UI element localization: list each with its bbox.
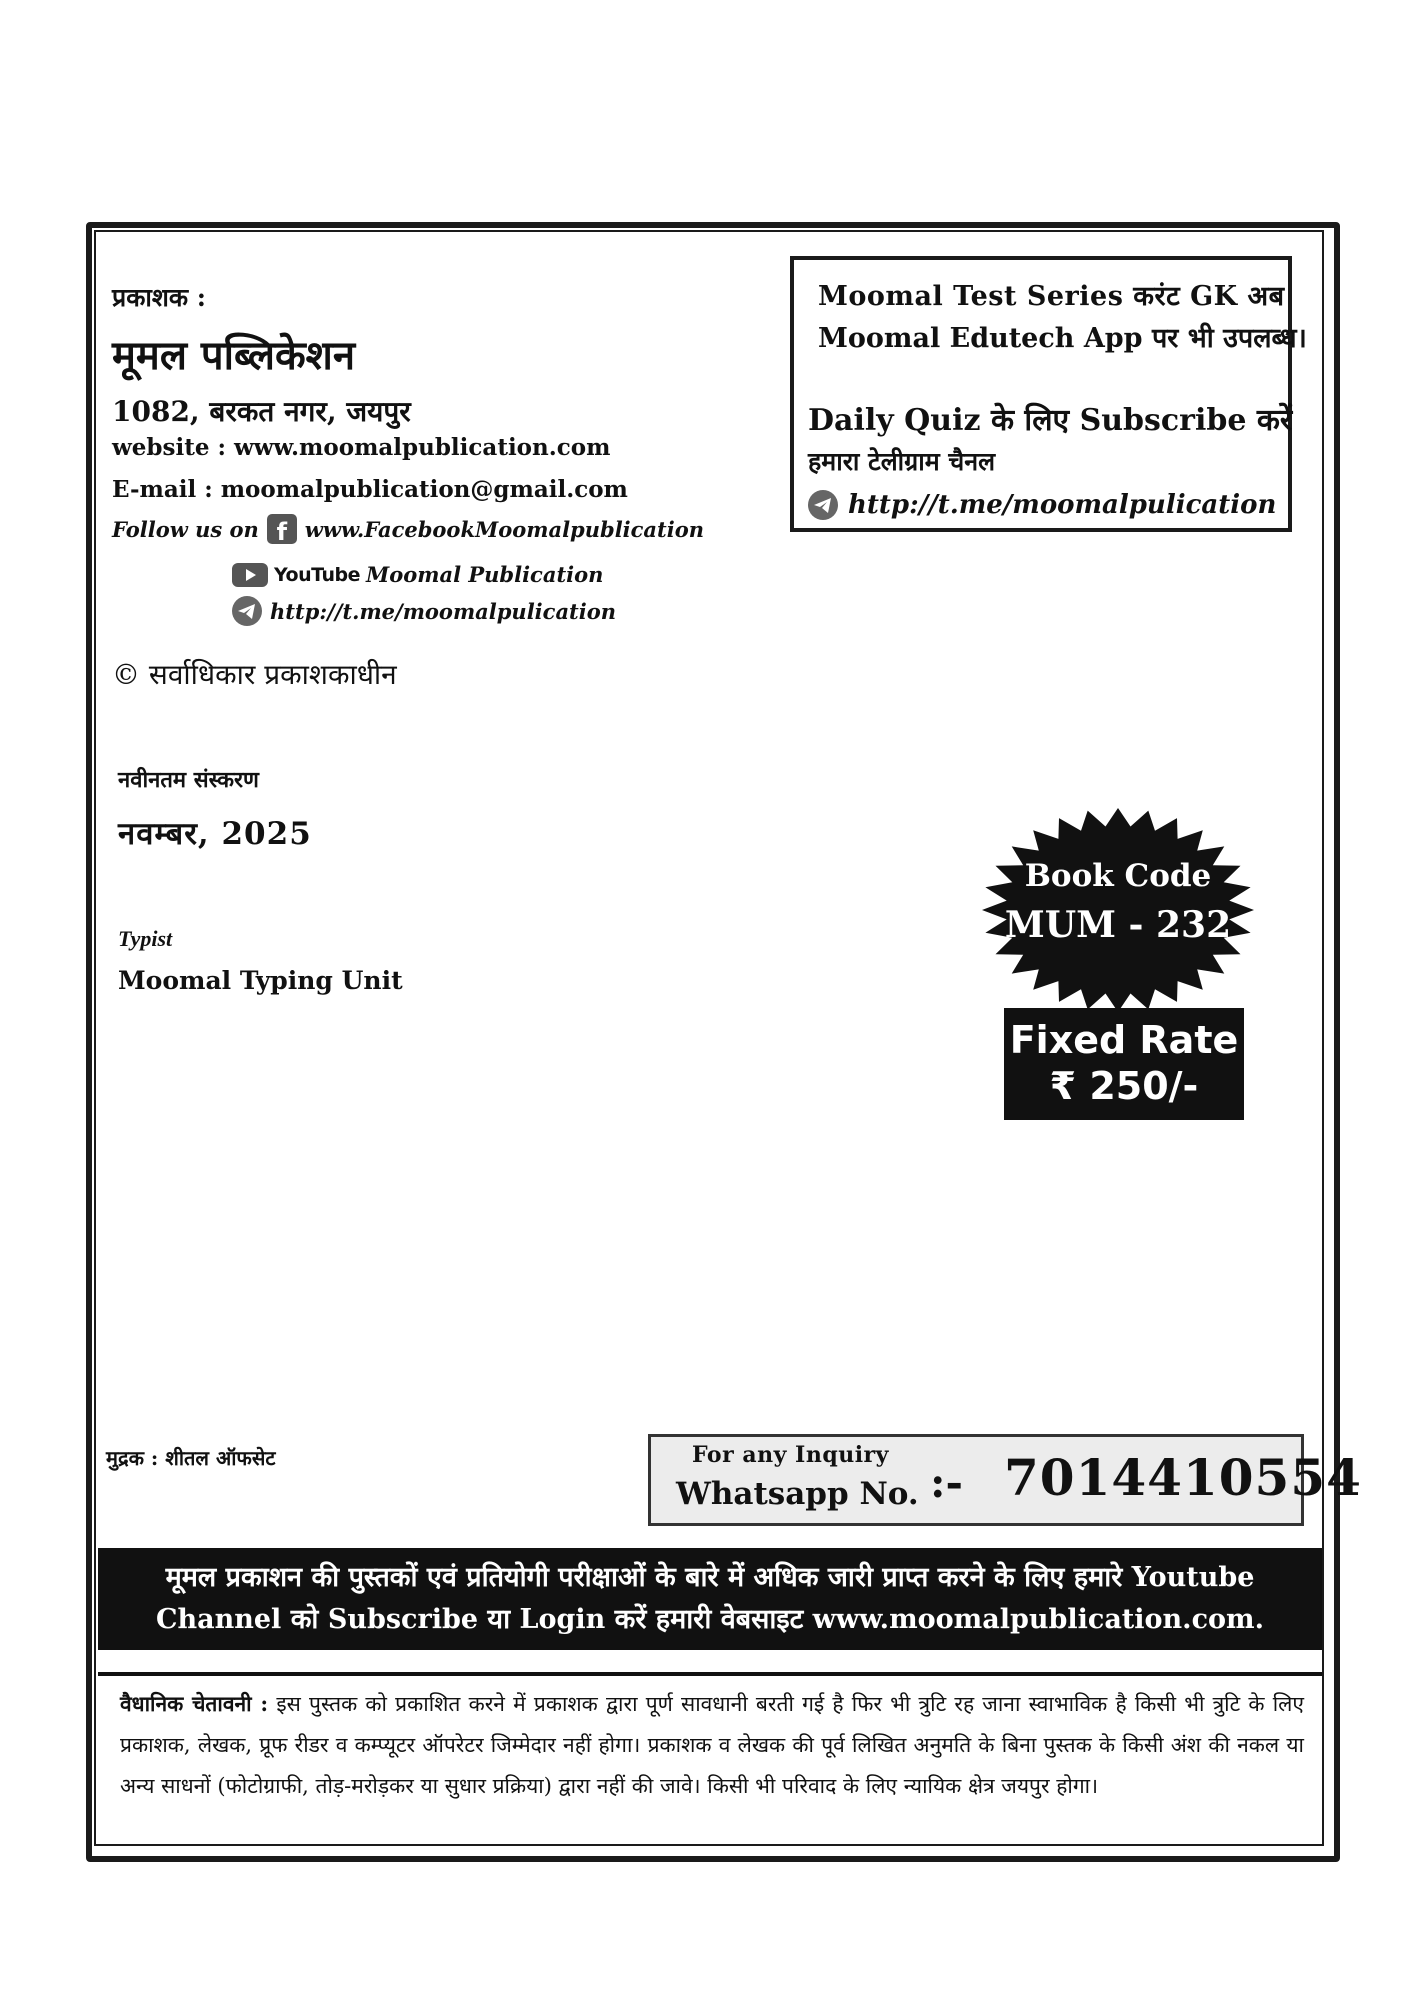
fixed-rate-badge [1004,1008,1244,1120]
telegram-icon [808,490,838,520]
whatsapp-number[interactable]: 7014410554 [1004,1448,1362,1507]
banner-line-1: मूमल प्रकाशन की पुस्तकों एवं प्रतियोगी परीक्षाओं के बारे में अधिक जारी प्राप्त करने के लिए हमारे Youtube [165,1562,1255,1594]
typist-name: Moomal Typing Unit [118,966,403,995]
legal-warning-title: वैधानिक चेतावनी : [120,1691,269,1716]
publisher-label: प्रकाशक : [112,283,207,312]
price-value: ₹ 250/- [1049,1064,1199,1108]
publisher-name: मूमल पब्लिकेशन [112,332,356,379]
legal-warning [120,1684,1304,1807]
youtube-link[interactable]: Moomal Publication [365,562,604,587]
edition-label: नवीनतम संस्करण [118,767,259,793]
publisher-address: 1082, बरकत नगर, जयपुर [112,395,411,428]
promo-channel: हमारा टेलीग्राम चैनल [808,447,996,476]
inquiry-label: For any Inquiry [692,1442,889,1468]
promo-telegram-link[interactable]: http://t.me/moomalpulication [848,490,1277,520]
publisher-website: website : www.moomalpublication.com [112,434,611,461]
book-code-value: MUM - 232 [1004,904,1232,946]
fixed-rate-label: Fixed Rate [1009,1018,1239,1063]
printer-info: मुद्रक : शीतल ऑफसेट [106,1446,276,1470]
whatsapp-label: Whatsapp No. [676,1476,919,1512]
divider-rule [98,1672,1322,1676]
youtube-wordmark: YouTube [274,563,360,586]
youtube-icon [232,563,268,587]
facebook-icon: f [267,514,297,544]
book-code-label: Book Code [1024,858,1212,894]
social-telegram-row [232,596,616,626]
inquiry-separator: :- [930,1458,963,1507]
banner-line-2: Channel को Subscribe या Login करें हमारी वेबसाइट www.moomalpublication.com. [155,1604,1264,1635]
publisher-email: E-mail : moomalpublication@gmail.com [112,476,628,503]
subscribe-banner [98,1548,1322,1650]
telegram-icon [232,596,262,626]
promo-line-2: Moomal Edutech App पर भी उपलब्ध। [818,323,1307,354]
social-facebook-row [112,514,704,544]
social-youtube-row [232,562,603,587]
promo-telegram-row [808,490,1276,520]
typist-label: Typist [118,926,173,951]
edition-date: नवम्बर, 2025 [118,816,312,852]
legal-warning-text: इस पुस्तक को प्रकाशित करने में प्रकाशक द्वारा पूर्ण सावधानी बरती गई है फिर भी त्रुटि रह जाना स्वाभाविक है किसी भी त्रुटि के लिए प्रकाशक, लेखक, प्रूफ रीडर व कम्प्यूटर ऑपरेटर जिम्मेदार नहीं होगा। प्रकाशक व लेखक की पूर्व लिखित अनुमति के बिना पुस्तक के किसी अंश की नकल या अन्य साधनों (फोटोग्राफी, तोड़-मरोड़कर या सुधार प्रक्रिया) द्वारा नहीं की जावे। किसी भी परिवाद के लिए न्यायिक क्षेत्र जयपुर होगा। [120,1692,1304,1798]
copyright-notice: © सर्वाधिकार प्रकाशकाधीन [112,658,397,691]
facebook-link[interactable]: www.FacebookMoomalpublication [304,516,704,542]
follow-label: Follow us on [112,516,259,542]
promo-quiz: Daily Quiz के लिए Subscribe करें [808,403,1293,438]
promo-line-1: Moomal Test Series करंट GK अब [818,281,1285,312]
telegram-link[interactable]: http://t.me/moomalpulication [270,598,616,624]
